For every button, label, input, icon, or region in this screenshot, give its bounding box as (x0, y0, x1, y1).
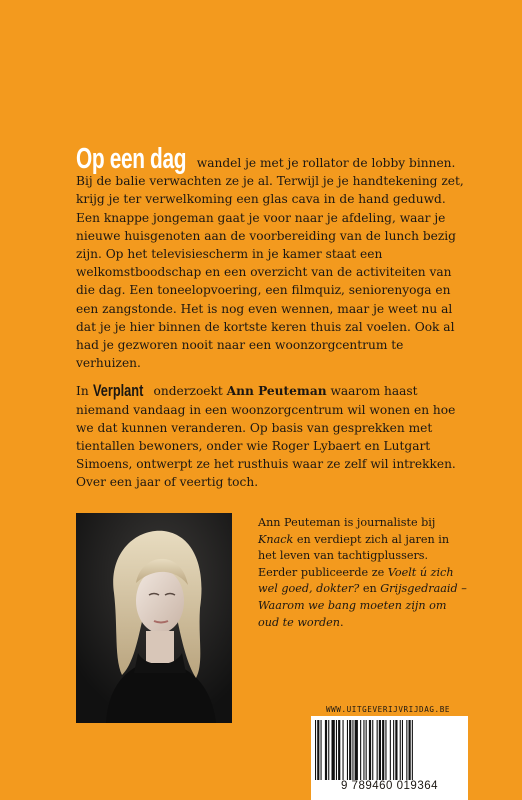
blurb-paragraph-2 (76, 382, 466, 491)
isbn-number: 9 789460 019364 (340, 780, 439, 792)
barcode-bar (400, 720, 401, 780)
blurb-text-1: wandel je met je rollator de lobby binnen. Bij de balie verwachten ze je al. Terwijl je je handtekening zet, krijg je ter verwelkoming een glas cava in de hand geduwd. Een knappe jongeman gaat je voor naar je afdeling, waar je nieuwe huisgenoten aan de voorbereiding van de lunch bezig zijn. Op het televisiescherm in je kamer staat een welkomstboodschap en een overzicht van de activiteiten van die dag. Een toneelopvoering, een filmquiz, seniorenyoga en een zangstonde. Het is nog even wennen, maar je weet nu al dat je je hier binnen de kortste keren thuis zal voelen. Ook al had je gezworen nooit naar een woonzorgcentrum te verhuizen. (76, 156, 464, 371)
bio-book-1: Voelt ú zich wel goed, dokter? (258, 565, 454, 596)
barcode-bar (377, 720, 378, 780)
barcode-bar (406, 720, 407, 780)
barcode (311, 716, 468, 800)
barcode-bar (363, 720, 364, 780)
bio-text-4: . (339, 615, 344, 629)
barcode-bar (321, 720, 322, 780)
book-title: Verplant (92, 381, 143, 401)
p2-mid: onderzoekt (153, 384, 223, 399)
barcode-bar (382, 720, 384, 780)
barcode-bar (325, 720, 327, 780)
barcode-bar (349, 720, 351, 780)
barcode-bar (336, 720, 337, 780)
barcode-bar (360, 720, 361, 780)
barcode-bar (393, 720, 394, 780)
bio-paragraph (258, 515, 468, 631)
barcode-bar (317, 720, 319, 780)
barcode-bar (409, 720, 411, 780)
barcode-bar (315, 720, 316, 780)
author-photo (76, 513, 232, 723)
barcode-bar (355, 720, 358, 780)
barcode-bar (379, 720, 381, 780)
barcode-bar (352, 720, 353, 780)
barcode-bar (372, 720, 373, 780)
p2-prefix: In (76, 384, 89, 399)
blurb-paragraph-1 (76, 143, 466, 372)
barcode-bar (390, 720, 391, 780)
p2-rest: waarom haast niemand vandaag in een woonzorgcentrum wil wonen en hoe we dat kunnen veranderen. Op basis van gesprekken met tientallen bewoners, onder wie Roger Lybaert en Lutgart Simoens, ontwerpt ze het rusthuis waar ze zelf wil intrekken. Over een jaar of veertig toch. (76, 384, 456, 490)
barcode-bar (338, 720, 340, 780)
barcode-bar (402, 720, 403, 780)
bio-text-3: en (362, 582, 377, 596)
barcode-bar (332, 720, 335, 780)
barcode-bar (395, 720, 397, 780)
bio-magazine: Knack (258, 532, 294, 546)
barcode-bar (412, 720, 413, 780)
headline: Op een dag (76, 143, 187, 175)
author-name: Ann Peuteman (226, 384, 327, 399)
barcode-bar (369, 720, 371, 780)
back-cover-blurb (76, 143, 466, 492)
barcode-bar (385, 720, 386, 780)
bio-book-2: Grijsgedraaid – Waarom we bang moeten zijn om oud te worden (258, 582, 467, 629)
barcode-bar (343, 720, 344, 780)
author-bio (258, 515, 468, 631)
barcode-bars (315, 720, 464, 780)
barcode-bar (328, 720, 329, 780)
bio-text-1: Ann Peuteman is journaliste bij (258, 516, 436, 529)
barcode-bar (366, 720, 367, 780)
bio-text-2: en verdiept zich al jaren in het leven van tachtigplussers. Eerder publiceerde ze (258, 532, 450, 579)
barcode-bar (347, 720, 348, 780)
publisher-url[interactable]: WWW.UITGEVERIJVRIJDAG.BE (325, 705, 451, 714)
